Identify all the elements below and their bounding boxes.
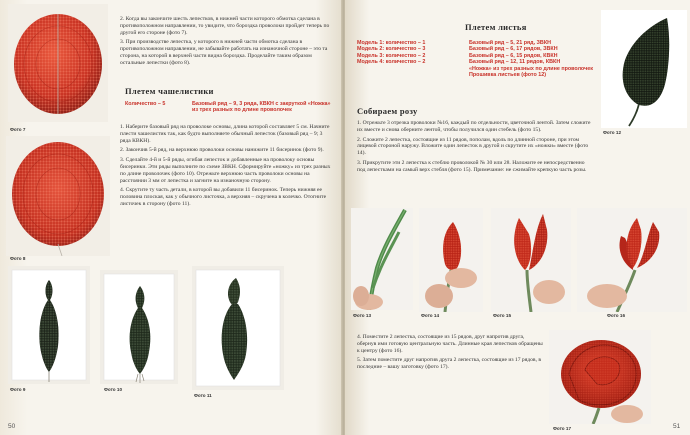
step: 1. Отрежьте 3 отрезка проволоки №16, каждый по отдельности, цветочной лентой. Затем сложите их вместе и снова оберните лентой, чтобы получился один стебель (фото 15). bbox=[357, 120, 591, 133]
step: 3. Сделайте 4-й и 5-й ряды, огибая лепесток и добавленные на проволоку основы бисеринки. Эти ряды выполните по схеме ЗВКН. Сформируйте «ножку» из трех разных по длине проволочек (фото 10). Отрежьте верхнюю часть проволоки основы на расстоянии 3 мм от лепестка и загните на изнаночную сторону. bbox=[120, 157, 331, 184]
photo-7 bbox=[8, 4, 108, 122]
leaf-models-note: «Ножка» из трех разных по длине проволочек bbox=[469, 65, 593, 72]
page-number-left: 50 bbox=[8, 423, 16, 430]
photo-11 bbox=[192, 266, 284, 390]
photo-12 bbox=[601, 10, 687, 128]
leaf-models bbox=[357, 40, 467, 66]
assembly-later-steps bbox=[357, 334, 543, 374]
leaf-model-label: Модель 4: количество – 2 bbox=[357, 59, 426, 66]
caption-photo-7: Фото 7 bbox=[10, 127, 26, 132]
section-title-leaves: Плетем листья bbox=[465, 22, 527, 32]
intro-paragraph: 2. Когда вы закончите шесть лепестков, в нижней части которого обмотка сделана в противоположном направлении, то увидите, что бороздка проволоки пройдет теперь по другой его стороне (фото 7). bbox=[120, 16, 330, 36]
leaf-model-base: Базовый ряд – 6, 17 рядов, ЗВКН bbox=[469, 46, 558, 53]
sepal-steps bbox=[120, 124, 334, 211]
step: 4. Скрутите ту часть детали, в которой вы добавили 11 бисеринок. Теперь нижняя ее половина плоская, как у обычного листочка, а верхняя – скручена в колечко. Отогните листочек в сторону (фото 11). bbox=[120, 187, 327, 207]
caption-photo-10: Фото 10 bbox=[104, 387, 122, 392]
caption-photo-12: Фото 12 bbox=[603, 130, 621, 135]
section-title-sepals: Плетем чашелистики bbox=[125, 86, 214, 96]
leaf-models-note: Прошивка листьев (фото 12) bbox=[469, 72, 547, 79]
caption-photo-8: Фото 8 bbox=[10, 256, 26, 261]
caption-photo-17: Фото 17 bbox=[553, 426, 571, 431]
step: 5. Затем поместите друг напротив друга 2 лепестка, состоящие из 17 рядов, в последние – вашу заготовку (фото 17). bbox=[357, 357, 542, 371]
leaf-model-base: Базовый ряд – 12, 11 рядов, КВКН bbox=[469, 59, 561, 66]
photo-10 bbox=[100, 270, 178, 384]
photo-16 bbox=[577, 208, 687, 312]
step: 2. Сложите 2 лепестка, состоящие из 11 рядов, пополам, вдоль по длинной стороне, при этом лицевой стороной наружу. Вложите один лепесток в другой и скрутите их «ножки» вместе (фото 14). bbox=[357, 136, 589, 157]
leaf-model-base: Базовый ряд – 5, 21 ряд, ЗВКН bbox=[469, 40, 552, 46]
section-title-assembly: Собираем розу bbox=[357, 106, 418, 116]
leaf-model-label: Модель 2: количество – 3 bbox=[357, 46, 426, 53]
sepal-count: Количество – 5 bbox=[125, 101, 166, 107]
photo-8 bbox=[6, 136, 110, 256]
leaf-model-base: Базовый ряд – 6, 15 рядов, КВКН bbox=[469, 52, 558, 59]
photo-9 bbox=[8, 266, 90, 384]
left-page bbox=[0, 0, 343, 435]
step: 3. Прикрутите эти 2 лепестка к стеблю проволокой № 30 или 28. Наложите ее непосредственно под лепестками на самый верх стебля (фото 15). Примечание: не сжимайте крепкую часть розы. bbox=[357, 159, 587, 173]
intro-paragraph: 3. При производстве лепестка, у которого в нижней части обмотка сделана в противоположном направлении, не забывайте работать на изнаночной стороне – это та сторона, на которой в верхней части видна бороздка. Проделайте таким образом остальные лепестки (фото 8). bbox=[120, 39, 328, 66]
photo-17 bbox=[549, 330, 651, 424]
assembly-steps bbox=[357, 120, 593, 177]
leaf-model-label: Модель 3: количество – 2 bbox=[357, 52, 426, 59]
caption-photo-16: Фото 16 bbox=[607, 313, 625, 318]
sepal-base-row: Базовый ряд – 9, 3 ряда, КВКН с закруткой «Ножка» из трех разных по длине проволочек bbox=[192, 101, 331, 114]
caption-photo-14: Фото 14 bbox=[421, 313, 439, 318]
caption-photo-15: Фото 15 bbox=[493, 313, 511, 318]
step: 4. Поместите 2 лепестка, состоящие из 15 рядов, друг напротив друга, обернув ими готовую центральную часть. Длинные края лепестков обращены к центру (фото 16). bbox=[357, 334, 543, 354]
photo-13 bbox=[351, 208, 413, 310]
leaf-model-label: Модель 1: количество – 1 bbox=[357, 40, 426, 46]
photo-14 bbox=[419, 208, 483, 312]
caption-photo-11: Фото 11 bbox=[194, 393, 212, 398]
right-page bbox=[345, 0, 690, 435]
caption-photo-9: Фото 9 bbox=[10, 387, 26, 392]
leaf-model-bases bbox=[469, 40, 599, 78]
step: 1. Наберите базовый ряд на проволоке основы, длина которой составляет 5 см. Начните плести чашелистик так, как будто выполняете обычный лепесток (базовый ряд – 9; 3 ряда КВКН). bbox=[120, 124, 330, 144]
photo-15 bbox=[491, 208, 571, 312]
intro-text bbox=[120, 16, 332, 70]
caption-photo-13: Фото 13 bbox=[353, 313, 371, 318]
step: 2. Закончив 5-й ряд, на верхнюю проволоки основы нанижите 11 бисеринок (фото 9). bbox=[120, 147, 324, 154]
page-number-right: 51 bbox=[673, 423, 681, 430]
